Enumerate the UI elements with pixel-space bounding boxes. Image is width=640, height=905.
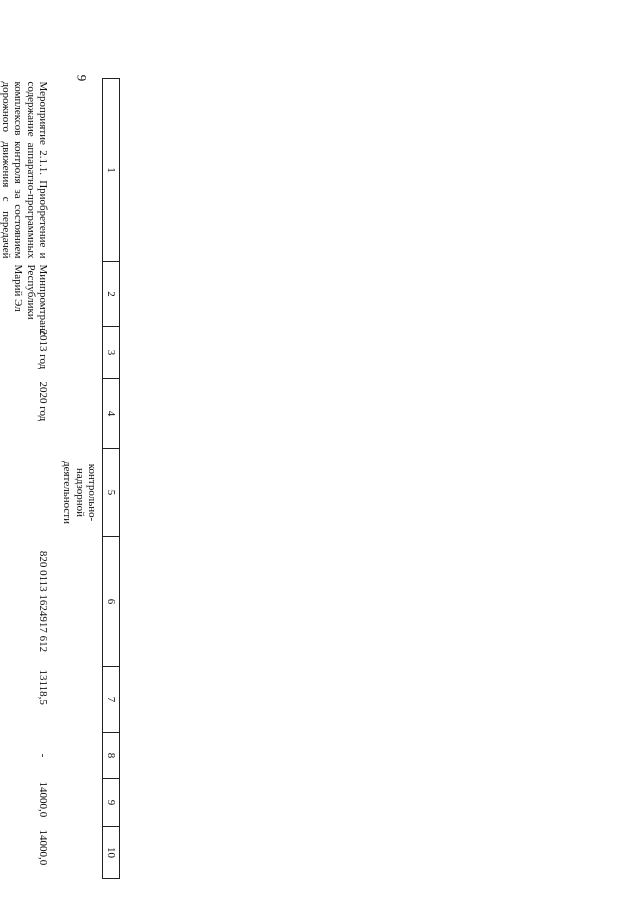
continuation-text: контрольно-надзорной деятельности — [61, 461, 98, 524]
value-col9: 14000,0 — [37, 781, 50, 818]
header-cell: 5 — [103, 449, 120, 537]
kbk-code: 820 0113 1624917 612 — [37, 550, 50, 653]
header-cell: 2 — [103, 262, 120, 327]
header-cell: 9 — [103, 779, 120, 827]
header-cell: 1 — [103, 79, 120, 262]
value-col10: 14000,0 — [37, 829, 50, 866]
executor: Минпромтранс Республики Марий Эл — [12, 264, 50, 336]
header-cell: 8 — [103, 733, 120, 779]
header-cell: 6 — [103, 537, 120, 667]
header-row — [103, 79, 120, 879]
header-cell: 4 — [103, 379, 120, 449]
result — [0, 449, 55, 537]
program-table-wrapper — [0, 78, 120, 878]
header-cell: 10 — [103, 827, 120, 879]
header-cell: 7 — [103, 667, 120, 733]
program-table — [0, 78, 120, 879]
header-cell: 3 — [103, 327, 120, 379]
start-year: 2013 год — [37, 329, 50, 370]
page-number: 9 — [74, 74, 90, 82]
value-col8: - — [37, 753, 50, 758]
table-row — [0, 79, 55, 879]
end-year: 2020 год — [37, 381, 50, 422]
value-col7: 13118,5 — [37, 669, 50, 705]
measure-name: Мероприятие 2.1.1. Приобретение и содержание аппаратно-программных комплексов контроля за состоянием дорожного движения с передачей — [0, 81, 50, 259]
continuation-row — [55, 79, 102, 879]
